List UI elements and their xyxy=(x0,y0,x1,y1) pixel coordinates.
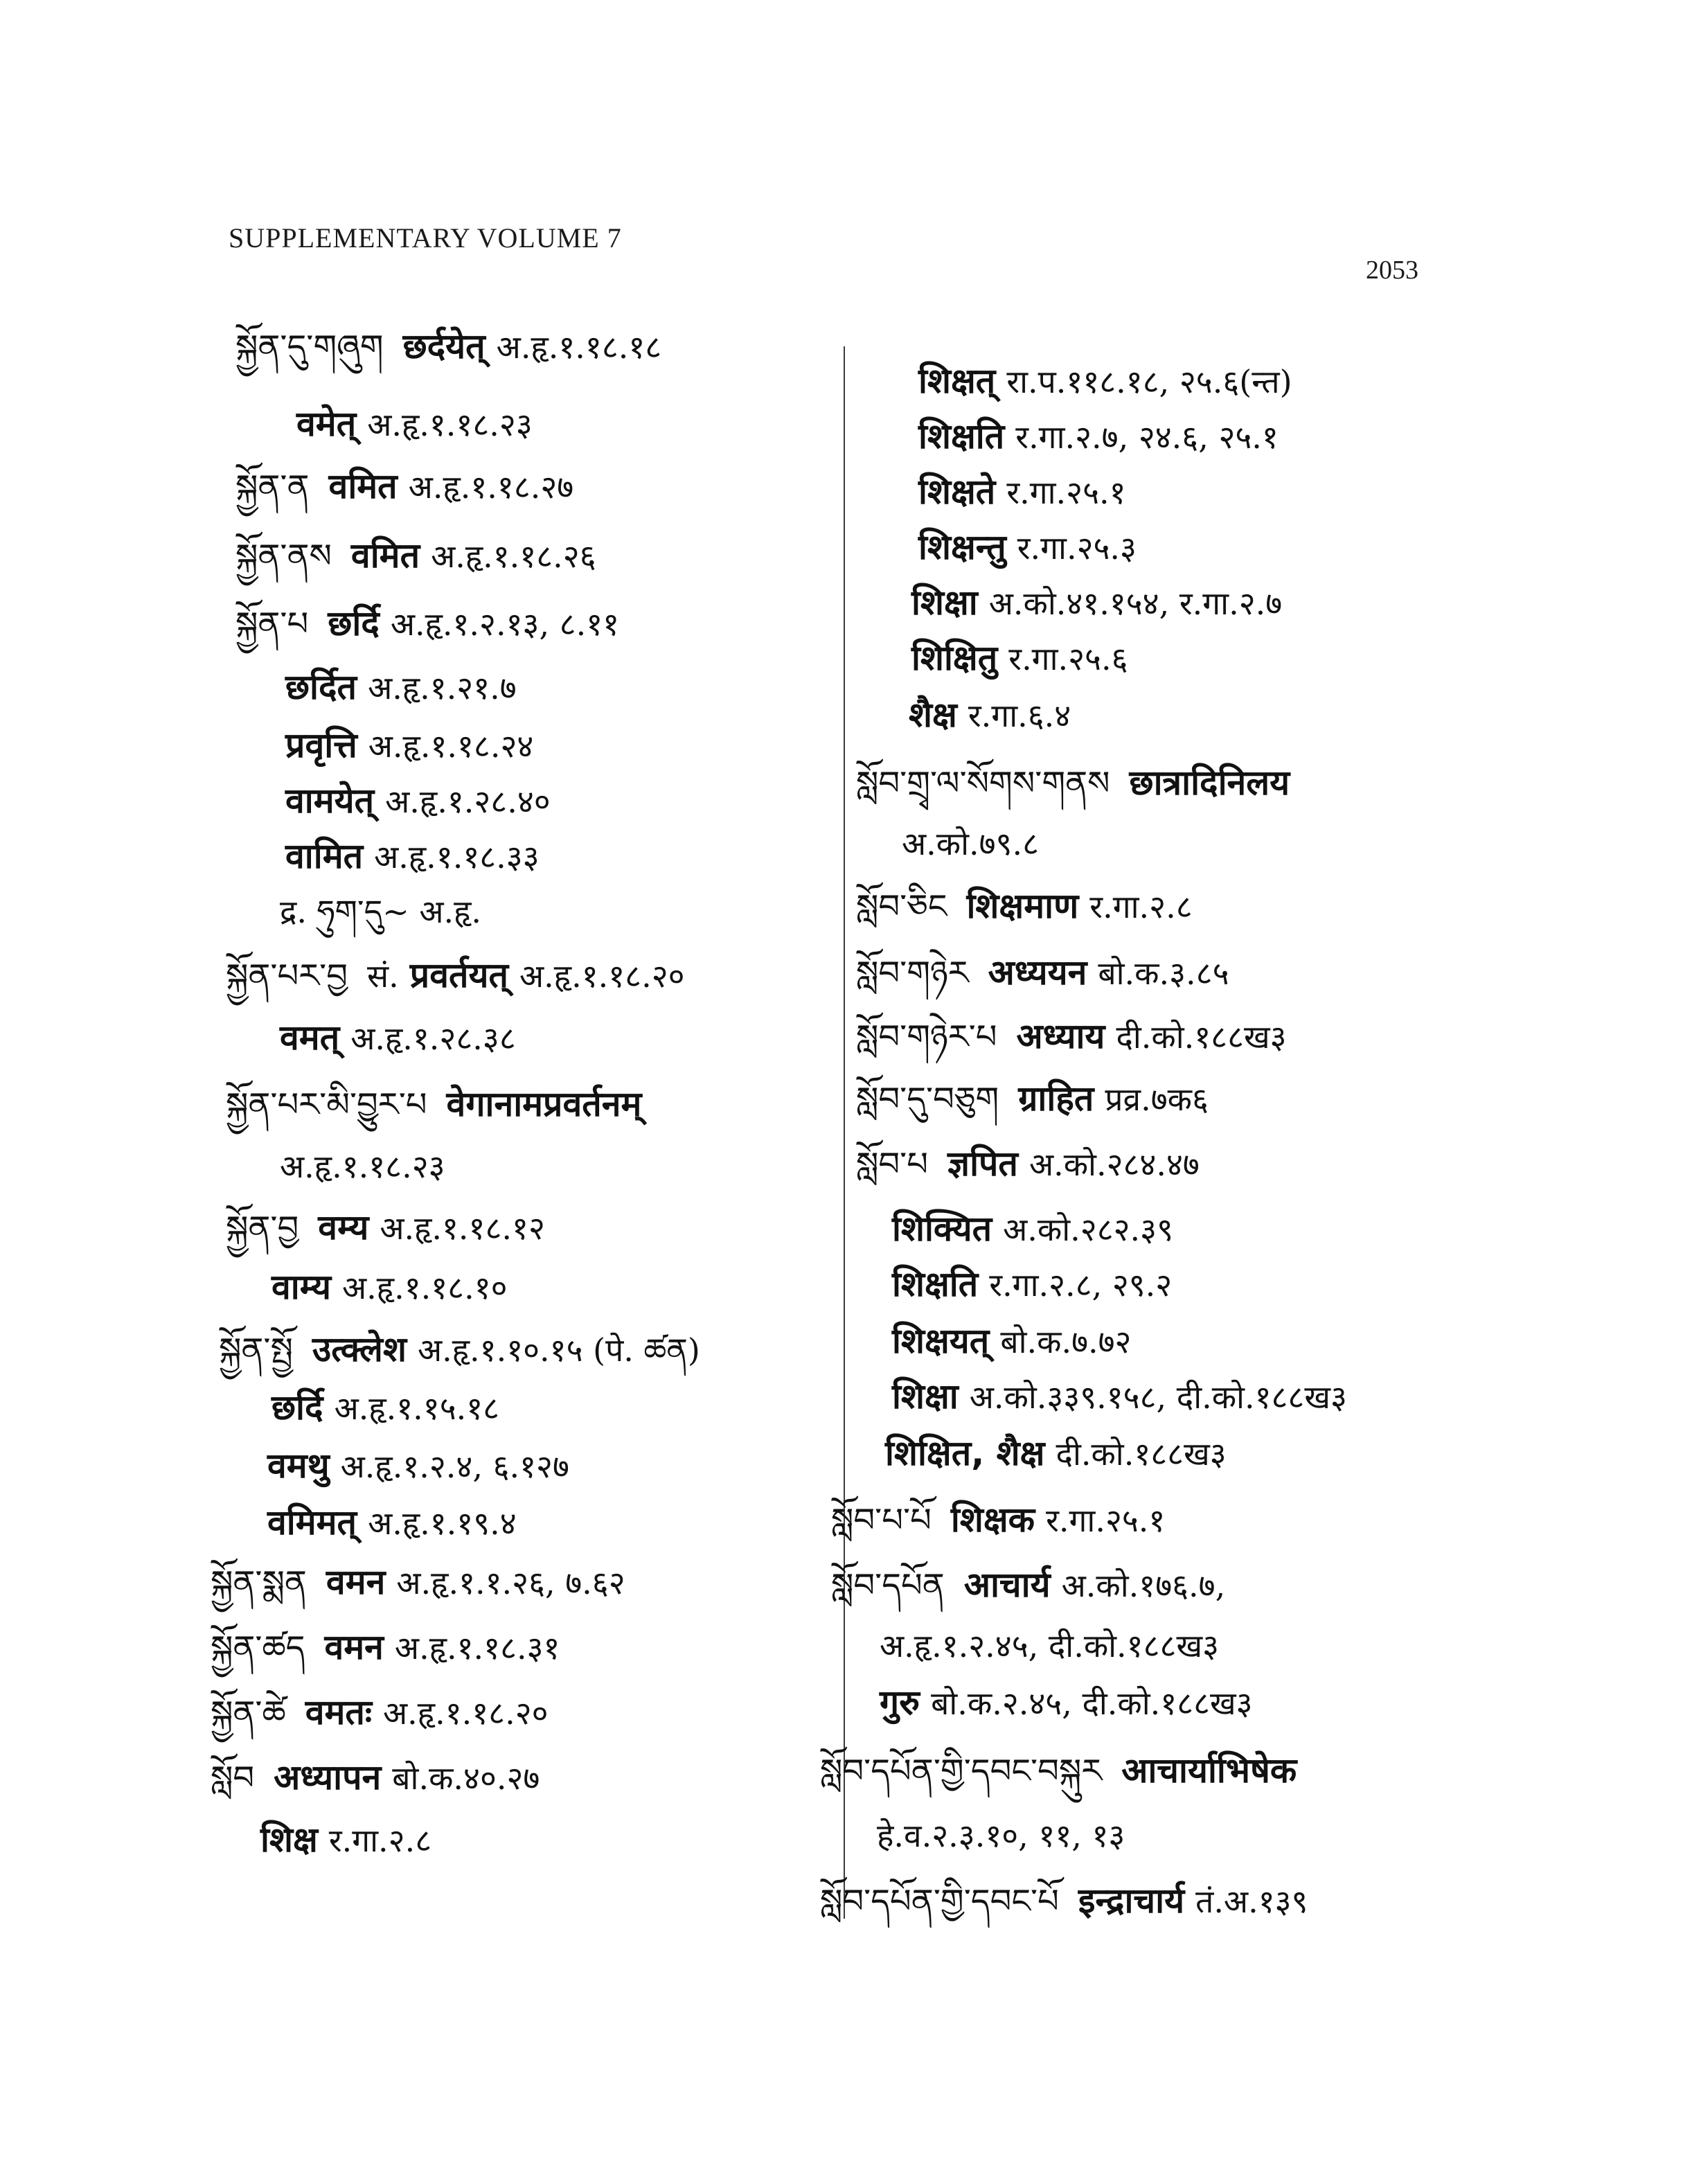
reference: अ.हृ.१.१८.१८ xyxy=(496,328,662,366)
sanskrit-equivalent: वाम्य xyxy=(271,1267,331,1307)
reference: अ.को.२८२.३९ xyxy=(1003,1211,1174,1248)
reference: अ.हृ.१.१८.३३ xyxy=(374,838,540,876)
reference: अ.हृ.१.१८.२३ xyxy=(367,406,533,443)
reference: अ.हृ.१.१८.१२ xyxy=(380,1209,545,1247)
sanskrit-equivalent: वमतः xyxy=(305,1692,372,1732)
sanskrit-equivalent: इन्द्राचार्य xyxy=(1078,1881,1185,1921)
entry-line xyxy=(235,531,596,580)
reference: अ.हृ.१.१८.२० xyxy=(519,957,685,995)
reference: र.गा.२.८ xyxy=(328,1822,432,1859)
page-number: 2053 xyxy=(1366,256,1418,285)
reference: अ.हृ.१.१८.२६ xyxy=(431,538,596,575)
reference: अ.हृ.१.१५.१८ xyxy=(334,1390,500,1427)
tibetan-headword: སློབ་པ་པོ xyxy=(831,1501,932,1540)
tibetan-headword: སྐྱོན་ཚད xyxy=(211,1628,305,1667)
tibetan-headword: སྐྱོན་པ xyxy=(235,605,309,643)
reference: बो.क.२.४५, दी.को.१८८ख३ xyxy=(931,1685,1253,1722)
sanskrit-equivalent: वम्य xyxy=(318,1207,369,1248)
reference: अ.हृ.१.१८.१० xyxy=(342,1269,508,1306)
entry-line xyxy=(911,633,1128,683)
abbreviation: सं. xyxy=(367,957,399,995)
sanskrit-equivalent: प्रवर्तयत् xyxy=(409,955,508,995)
entry-line xyxy=(918,522,1137,572)
tibetan-headword: སློབ་གཉེར་པ xyxy=(856,1018,997,1056)
sanskrit-equivalent: आचार्याभिषेक xyxy=(1121,1750,1297,1791)
reference: बो.क.४०.२७ xyxy=(392,1759,540,1797)
reference: अ.हृ.१.१८.२७ xyxy=(408,468,574,506)
sanskrit-equivalent: शिक्षयत् xyxy=(892,1321,990,1361)
reference: र.गा.६.४ xyxy=(968,697,1071,734)
sanskrit-equivalent: शिक्षत् xyxy=(918,361,996,401)
tibetan-headword: སྐྱོན་དུ་གཞུག xyxy=(235,328,384,366)
tibetan-headword: སློབ་གཉེར xyxy=(856,954,969,993)
entry-line xyxy=(267,1498,517,1547)
sanskrit-equivalent: शिक्षा xyxy=(911,583,978,623)
entry-line xyxy=(285,720,533,770)
sanskrit-equivalent: वमित xyxy=(328,466,398,506)
entry-line xyxy=(892,1316,1131,1366)
sanskrit-equivalent: आचार्य xyxy=(963,1565,1051,1605)
reference: हे.व.२.३.१०, ११, १३ xyxy=(877,1817,1125,1854)
reference: अ.हृ.१.२८.४० xyxy=(385,783,551,820)
entry-line xyxy=(892,1204,1173,1254)
entry-line xyxy=(918,356,1292,406)
sanskrit-equivalent: वमन xyxy=(324,1627,384,1667)
column-divider xyxy=(844,346,845,1919)
reference: दी.को.१८८ख३ xyxy=(1056,1435,1227,1473)
sanskrit-equivalent: वामित xyxy=(285,836,364,876)
entry-line xyxy=(909,690,1071,740)
entry-line xyxy=(885,1428,1227,1478)
reference: अ.को.७९.८ xyxy=(902,825,1040,862)
entry-line xyxy=(219,1324,700,1374)
sanskrit-equivalent: शिक्षति xyxy=(918,416,1005,456)
tibetan-headword: སྐྱོན་སྤྱོ xyxy=(219,1331,293,1369)
sanskrit-equivalent: गुरु xyxy=(880,1683,920,1723)
reference: र.गा.२.७, २४.६, २५.१ xyxy=(1015,418,1279,456)
entry-line xyxy=(892,1371,1347,1421)
entry-line xyxy=(285,662,517,712)
reference: अ.हृ.१.१८.३१ xyxy=(394,1629,560,1667)
reference: तं.अ.१३९ xyxy=(1195,1883,1308,1920)
entry-line xyxy=(235,598,619,648)
entry-line xyxy=(831,1560,1225,1610)
reference: अ.को.४१.१५४, र.गा.२.७ xyxy=(988,585,1283,622)
reference: र.गा.२५.१ xyxy=(1046,1502,1166,1539)
sanskrit-equivalent: शिक्षमाण xyxy=(966,886,1079,926)
sanskrit-equivalent: वमन xyxy=(326,1562,386,1602)
reference: अ.हृ.१.१९.४ xyxy=(368,1504,517,1542)
sanskrit-equivalent: उत्क्लेश xyxy=(312,1329,407,1369)
entry-line xyxy=(211,1687,549,1737)
reference: अ.को.२८४.४७ xyxy=(1028,1146,1200,1183)
entry-line xyxy=(235,321,661,371)
sanskrit-equivalent: अध्ययन xyxy=(988,952,1087,993)
sanskrit-equivalent: ज्ञपित xyxy=(947,1144,1018,1184)
reference: र.गा.२.८, २९.२ xyxy=(989,1266,1173,1304)
entry-line xyxy=(285,776,551,826)
sanskrit-equivalent: शिक्ष xyxy=(260,1820,318,1860)
tibetan-headword: སློབ་དཔོན་གྱི་དབང་བསྐུར xyxy=(820,1752,1103,1791)
sanskrit-equivalent: शिक्षा xyxy=(892,1376,959,1417)
sanskrit-equivalent: वेगानामप्रवर्तनम् xyxy=(446,1084,642,1124)
reference: अ.को.१७६.७, xyxy=(1061,1567,1226,1604)
reference: अ.हृ.१.१८.२३ xyxy=(280,1148,445,1185)
reference: अ.हृ.१.२८.३८ xyxy=(350,1020,516,1057)
sanskrit-equivalent: शिक्षते xyxy=(918,472,996,512)
reference: र.गा.२.८ xyxy=(1089,888,1193,925)
reference: बो.क.७.७२ xyxy=(1000,1323,1132,1360)
sanskrit-equivalent: वमेत् xyxy=(296,404,357,444)
reference: र.गा.२५.३ xyxy=(1017,529,1137,567)
reference: अ.हृ.१.१८.२४ xyxy=(368,727,534,765)
reference: अ.हृ.१.१०.१५ (पे. ཚན) xyxy=(417,1331,700,1369)
sanskrit-equivalent: शिक्षन्तु xyxy=(918,527,1006,567)
tibetan-headword: སྐྱོན་ནས xyxy=(235,537,332,576)
tibetan-headword: སྐྱོན་པར་མི་བྱུར་པ xyxy=(226,1085,427,1124)
reference: बो.क.३.८५ xyxy=(1098,955,1229,992)
sanskrit-equivalent: छर्दित xyxy=(285,667,357,707)
tibetan-headword: སྐྱོན་ཚེ xyxy=(211,1694,286,1732)
sanskrit-equivalent: वमत् xyxy=(280,1018,340,1058)
entry-line xyxy=(918,411,1279,461)
entry-line xyxy=(856,1139,1200,1189)
entry-line xyxy=(856,758,1301,808)
sanskrit-equivalent: अध्यापन xyxy=(274,1757,382,1797)
sanskrit-equivalent: छर्दयेत् xyxy=(402,326,486,366)
tibetan-headword: སློབ་དཔོན་གྱི་དབང་པོ xyxy=(820,1882,1059,1921)
reference: अ.हृ.१.१.२६, ७.६२ xyxy=(396,1564,625,1601)
tibetan-headword: སློབ xyxy=(211,1759,255,1797)
tibetan-headword: སློབ་ཅིང xyxy=(856,887,947,926)
entry-line xyxy=(226,950,685,1000)
tibetan-headword: སྐྱོན་སྨན xyxy=(211,1563,307,1602)
sanskrit-equivalent: छर्दि xyxy=(328,603,380,643)
entry-line xyxy=(856,881,1193,931)
reference: दी.को.१८८ख३ xyxy=(1116,1018,1287,1056)
reference: अ.हृ.१.२१.७ xyxy=(368,669,517,707)
entry-line xyxy=(271,1383,499,1432)
entry-line xyxy=(226,1079,652,1129)
entry-line xyxy=(271,1262,508,1312)
reference: प्रव्र.७क६ xyxy=(1105,1081,1209,1118)
entry-line xyxy=(211,1622,560,1672)
sanskrit-equivalent: छात्रादिनिलय xyxy=(1129,763,1290,803)
entry-line xyxy=(260,1815,431,1865)
entry-line xyxy=(880,1678,1253,1728)
entry-line xyxy=(285,831,540,881)
entry-line xyxy=(280,1013,516,1063)
reference: र.गा.२५.१ xyxy=(1006,474,1126,511)
entry-line xyxy=(856,1011,1287,1061)
sanskrit-equivalent: शिक्षति xyxy=(892,1264,979,1304)
entry-line xyxy=(267,1441,569,1491)
tibetan-headword: སྐྱོན་ན xyxy=(235,468,310,506)
entry-line xyxy=(831,1495,1165,1545)
entry-line xyxy=(877,1811,1125,1861)
entry-line xyxy=(856,1074,1209,1124)
sanskrit-equivalent: शिक्षक xyxy=(950,1500,1035,1540)
entry-line xyxy=(918,467,1126,517)
sanskrit-equivalent: शिक्षितु xyxy=(911,638,998,678)
sanskrit-equivalent: छर्दि xyxy=(271,1387,323,1428)
tibetan-headword: སློབ་དུ་བཅུག xyxy=(856,1080,999,1119)
reference: अ.को.३३९.१५८, दी.को.१८८ख३ xyxy=(969,1378,1347,1416)
reference: अ.हृ.१.२.४५, दी.को.१८८ख३ xyxy=(880,1627,1219,1664)
entry-line xyxy=(856,948,1229,997)
tibetan-headword: སློབ་གྲྭ་ལ་སོགས་གནས xyxy=(856,764,1110,803)
sanskrit-equivalent: शिक्षित, शैक्ष xyxy=(885,1433,1045,1473)
sanskrit-equivalent: वमित xyxy=(350,535,420,576)
sanskrit-equivalent: शैक्ष xyxy=(909,695,957,735)
tibetan-headword: སྐྱོན་བྱ xyxy=(226,1209,299,1248)
entry-line xyxy=(235,461,573,511)
sanskrit-equivalent: ग्राहित xyxy=(1018,1078,1094,1119)
tibetan-headword: སློབ་དཔོན xyxy=(831,1566,945,1605)
sanskrit-equivalent: अध्याय xyxy=(1016,1016,1105,1056)
reference: रा.प.११८.१८, २५.६(न्त) xyxy=(1006,363,1292,400)
entry-line xyxy=(892,1259,1172,1309)
sanskrit-equivalent: वमथु xyxy=(267,1446,330,1486)
entry-line xyxy=(211,1557,625,1607)
entry-line xyxy=(211,1752,540,1802)
reference: अ.हृ.१.२.१३, ८.११ xyxy=(390,605,620,643)
entry-line xyxy=(902,819,1039,869)
sanskrit-equivalent: वमिमत् xyxy=(267,1502,357,1543)
entry-line xyxy=(880,1621,1219,1671)
entry-line xyxy=(820,1876,1308,1926)
entry-line xyxy=(296,399,533,449)
reference: अ.हृ.१.२.४, ६.१२७ xyxy=(340,1448,569,1485)
sanskrit-equivalent: वामयेत् xyxy=(285,781,375,821)
tibetan-headword: སྐྱོན་པར་བྱ xyxy=(226,957,348,995)
tibetan-headword: སློབ་པ xyxy=(856,1145,929,1184)
entry-line xyxy=(820,1746,1308,1795)
reference: अ.हृ.१.१८.२० xyxy=(383,1694,549,1732)
sanskrit-equivalent: शिक्यित xyxy=(892,1209,992,1249)
entry-line xyxy=(911,578,1282,628)
running-head: SUPPLEMENTARY VOLUME 7 xyxy=(229,222,622,254)
entry-line xyxy=(226,1202,545,1252)
sanskrit-equivalent: प्रवृत्ति xyxy=(285,725,357,765)
reference: र.गा.२५.६ xyxy=(1008,640,1128,677)
cross-reference: द्र. ཧུག་དུ~ अ.हृ. xyxy=(280,893,482,930)
entry-line xyxy=(280,887,481,936)
entry-line xyxy=(280,1142,445,1191)
